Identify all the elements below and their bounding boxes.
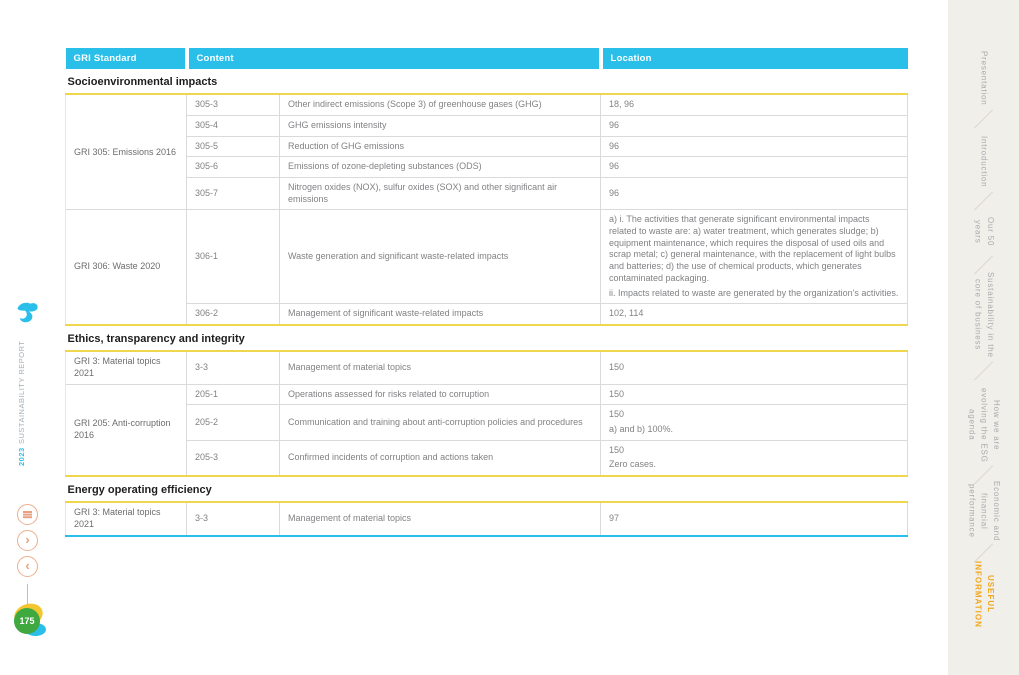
location-cell (601, 440, 908, 476)
gri-standard-cell: GRI 3: Material topics 2021 (66, 502, 187, 535)
nav-item-label: USEFUL INFORMATION (973, 560, 995, 628)
menu-icon (23, 511, 32, 513)
nav-item-economic-and-financial-performance[interactable] (948, 474, 1019, 548)
content-description-cell: GHG emissions intensity (280, 115, 601, 136)
table-row (66, 115, 908, 136)
table-row (66, 157, 908, 178)
nav-item-label: Sustainability in the core of business (973, 272, 995, 358)
content-code-cell: 306-1 (187, 210, 280, 304)
table-row (66, 405, 908, 440)
location-line: 96 (609, 140, 620, 151)
content-description-cell: Nitrogen oxides (NOX), sulfur oxides (SOX) and other significant air emissions (280, 178, 601, 210)
menu-button[interactable] (17, 504, 38, 525)
content-code-cell: 305-5 (187, 136, 280, 157)
location-line: 96 (609, 161, 620, 172)
content-code-cell: 205-3 (187, 440, 280, 476)
chevron-left-button[interactable] (17, 556, 38, 577)
location-cell (601, 94, 908, 115)
location-line: 18, 96 (609, 99, 635, 110)
content-description-cell: Management of material topics (280, 502, 601, 535)
nav-item-sustainability-in-the-core-of-business[interactable] (948, 270, 1019, 360)
table-row (66, 94, 908, 115)
location-cell (601, 304, 908, 325)
table-section (66, 476, 908, 536)
location-line: 150 (609, 444, 625, 455)
page-number-badge (13, 606, 47, 640)
table-row (66, 502, 908, 535)
location-line: 150 (609, 388, 625, 399)
location-line: 96 (609, 187, 620, 198)
table-row (66, 210, 908, 304)
chevron-right-icon: › (25, 532, 30, 547)
table-row (66, 384, 908, 405)
content-code-cell: 305-3 (187, 94, 280, 115)
left-rail (0, 0, 62, 675)
section-title: Energy operating efficiency (66, 476, 908, 502)
location-cell (601, 115, 908, 136)
nav-item-label: How we are evolving the ESG agenda (967, 387, 1002, 463)
content-code-cell: 306-2 (187, 304, 280, 325)
section-title: Ethics, transparency and integrity (66, 325, 908, 351)
content-code-cell: 305-7 (187, 178, 280, 210)
table-row (66, 136, 908, 157)
content-code-cell: 3-3 (187, 351, 280, 384)
page-number: 175 (14, 608, 40, 634)
content-description-cell: Emissions of ozone-depleting substances (ODS) (280, 157, 601, 178)
nav-item-label: Introduction (979, 136, 989, 188)
report-year: 2023 (17, 447, 26, 466)
nav-item-label: Presentation (979, 50, 989, 106)
gri-index-table-wrap (65, 48, 907, 537)
table-section (66, 325, 908, 476)
report-name: SUSTAINABILITY REPORT (17, 340, 26, 445)
gri-index-table (65, 48, 908, 537)
nav-item-presentation[interactable] (948, 42, 1019, 114)
column-header-gri-standard: GRI Standard (66, 48, 187, 69)
location-cell (601, 178, 908, 210)
location-cell (601, 210, 908, 304)
table-row (66, 304, 908, 325)
content-code-cell: 205-1 (187, 384, 280, 405)
content-description-cell: Management of significant waste-related impacts (280, 304, 601, 325)
location-cell (601, 502, 908, 535)
nav-item-our-50-years[interactable] (948, 206, 1019, 258)
location-line: 96 (609, 119, 620, 130)
content-description-cell: Reduction of GHG emissions (280, 136, 601, 157)
location-line: 97 (609, 513, 620, 524)
table-row (66, 440, 908, 476)
content-description-cell: Operations assessed for risks related to corruption (280, 384, 601, 405)
nav-item-useful-information[interactable] (948, 554, 1019, 634)
location-cell (601, 136, 908, 157)
content-code-cell: 205-2 (187, 405, 280, 440)
location-line: a) i. The activities that generate significant environmental impacts related to waste are: a) water treatment, which generates sludge; b) equipment maintenance, which requires the disposal of used oils and scrap metal; c) general maintenance, with the replacement of light bulbs and batteries; d) the use of chemical products, which generates contaminated packaging. (609, 214, 896, 283)
right-nav-rail (948, 0, 1019, 675)
location-line: ii. Impacts related to waste are generated by the organization's activities. (609, 287, 899, 298)
nav-item-how-we-are-evolving-the-esg-agenda[interactable] (948, 384, 1019, 466)
column-header-location: Location (601, 48, 908, 69)
content-description-cell: Waste generation and significant waste-related impacts (280, 210, 601, 304)
content-code-cell: 305-4 (187, 115, 280, 136)
table-row (66, 351, 908, 384)
gri-standard-cell: GRI 306: Waste 2020 (66, 210, 187, 325)
location-cell (601, 384, 908, 405)
nav-item-label: Economic and financial performance (967, 480, 1002, 542)
content-description-cell: Communication and training about anti-corruption policies and procedures (280, 405, 601, 440)
location-line: a) and b) 100%. (609, 423, 674, 434)
section-title: Socioenvironmental impacts (66, 69, 908, 94)
location-cell (601, 405, 908, 440)
table-header (66, 48, 908, 69)
column-header-content: Content (187, 48, 601, 69)
location-line: 150 (609, 409, 625, 420)
nav-item-label: Our 50 years (973, 217, 995, 247)
gri-standard-cell: GRI 3: Material topics 2021 (66, 351, 187, 384)
nav-separator-slash (974, 361, 993, 380)
nav-item-introduction[interactable] (948, 126, 1019, 198)
chevron-left-icon: ‹ (25, 558, 30, 573)
location-line: Zero cases. (609, 459, 657, 470)
table-row (66, 178, 908, 210)
report-title (17, 330, 26, 466)
content-code-cell: 305-6 (187, 157, 280, 178)
content-code-cell: 3-3 (187, 502, 280, 535)
location-cell (601, 157, 908, 178)
location-line: 102, 114 (609, 308, 644, 319)
location-cell (601, 351, 908, 384)
table-section (66, 69, 908, 325)
brand-swoosh-icon (15, 300, 40, 325)
gri-standard-cell: GRI 305: Emissions 2016 (66, 94, 187, 210)
gri-standard-cell: GRI 205: Anti-corruption 2016 (66, 384, 187, 476)
chevron-right-button[interactable] (17, 530, 38, 551)
content-description-cell: Management of material topics (280, 351, 601, 384)
reader-toolbar (17, 504, 39, 577)
location-line: 150 (609, 362, 625, 373)
content-description-cell: Other indirect emissions (Scope 3) of greenhouse gases (GHG) (280, 94, 601, 115)
content-description-cell: Confirmed incidents of corruption and actions taken (280, 440, 601, 476)
